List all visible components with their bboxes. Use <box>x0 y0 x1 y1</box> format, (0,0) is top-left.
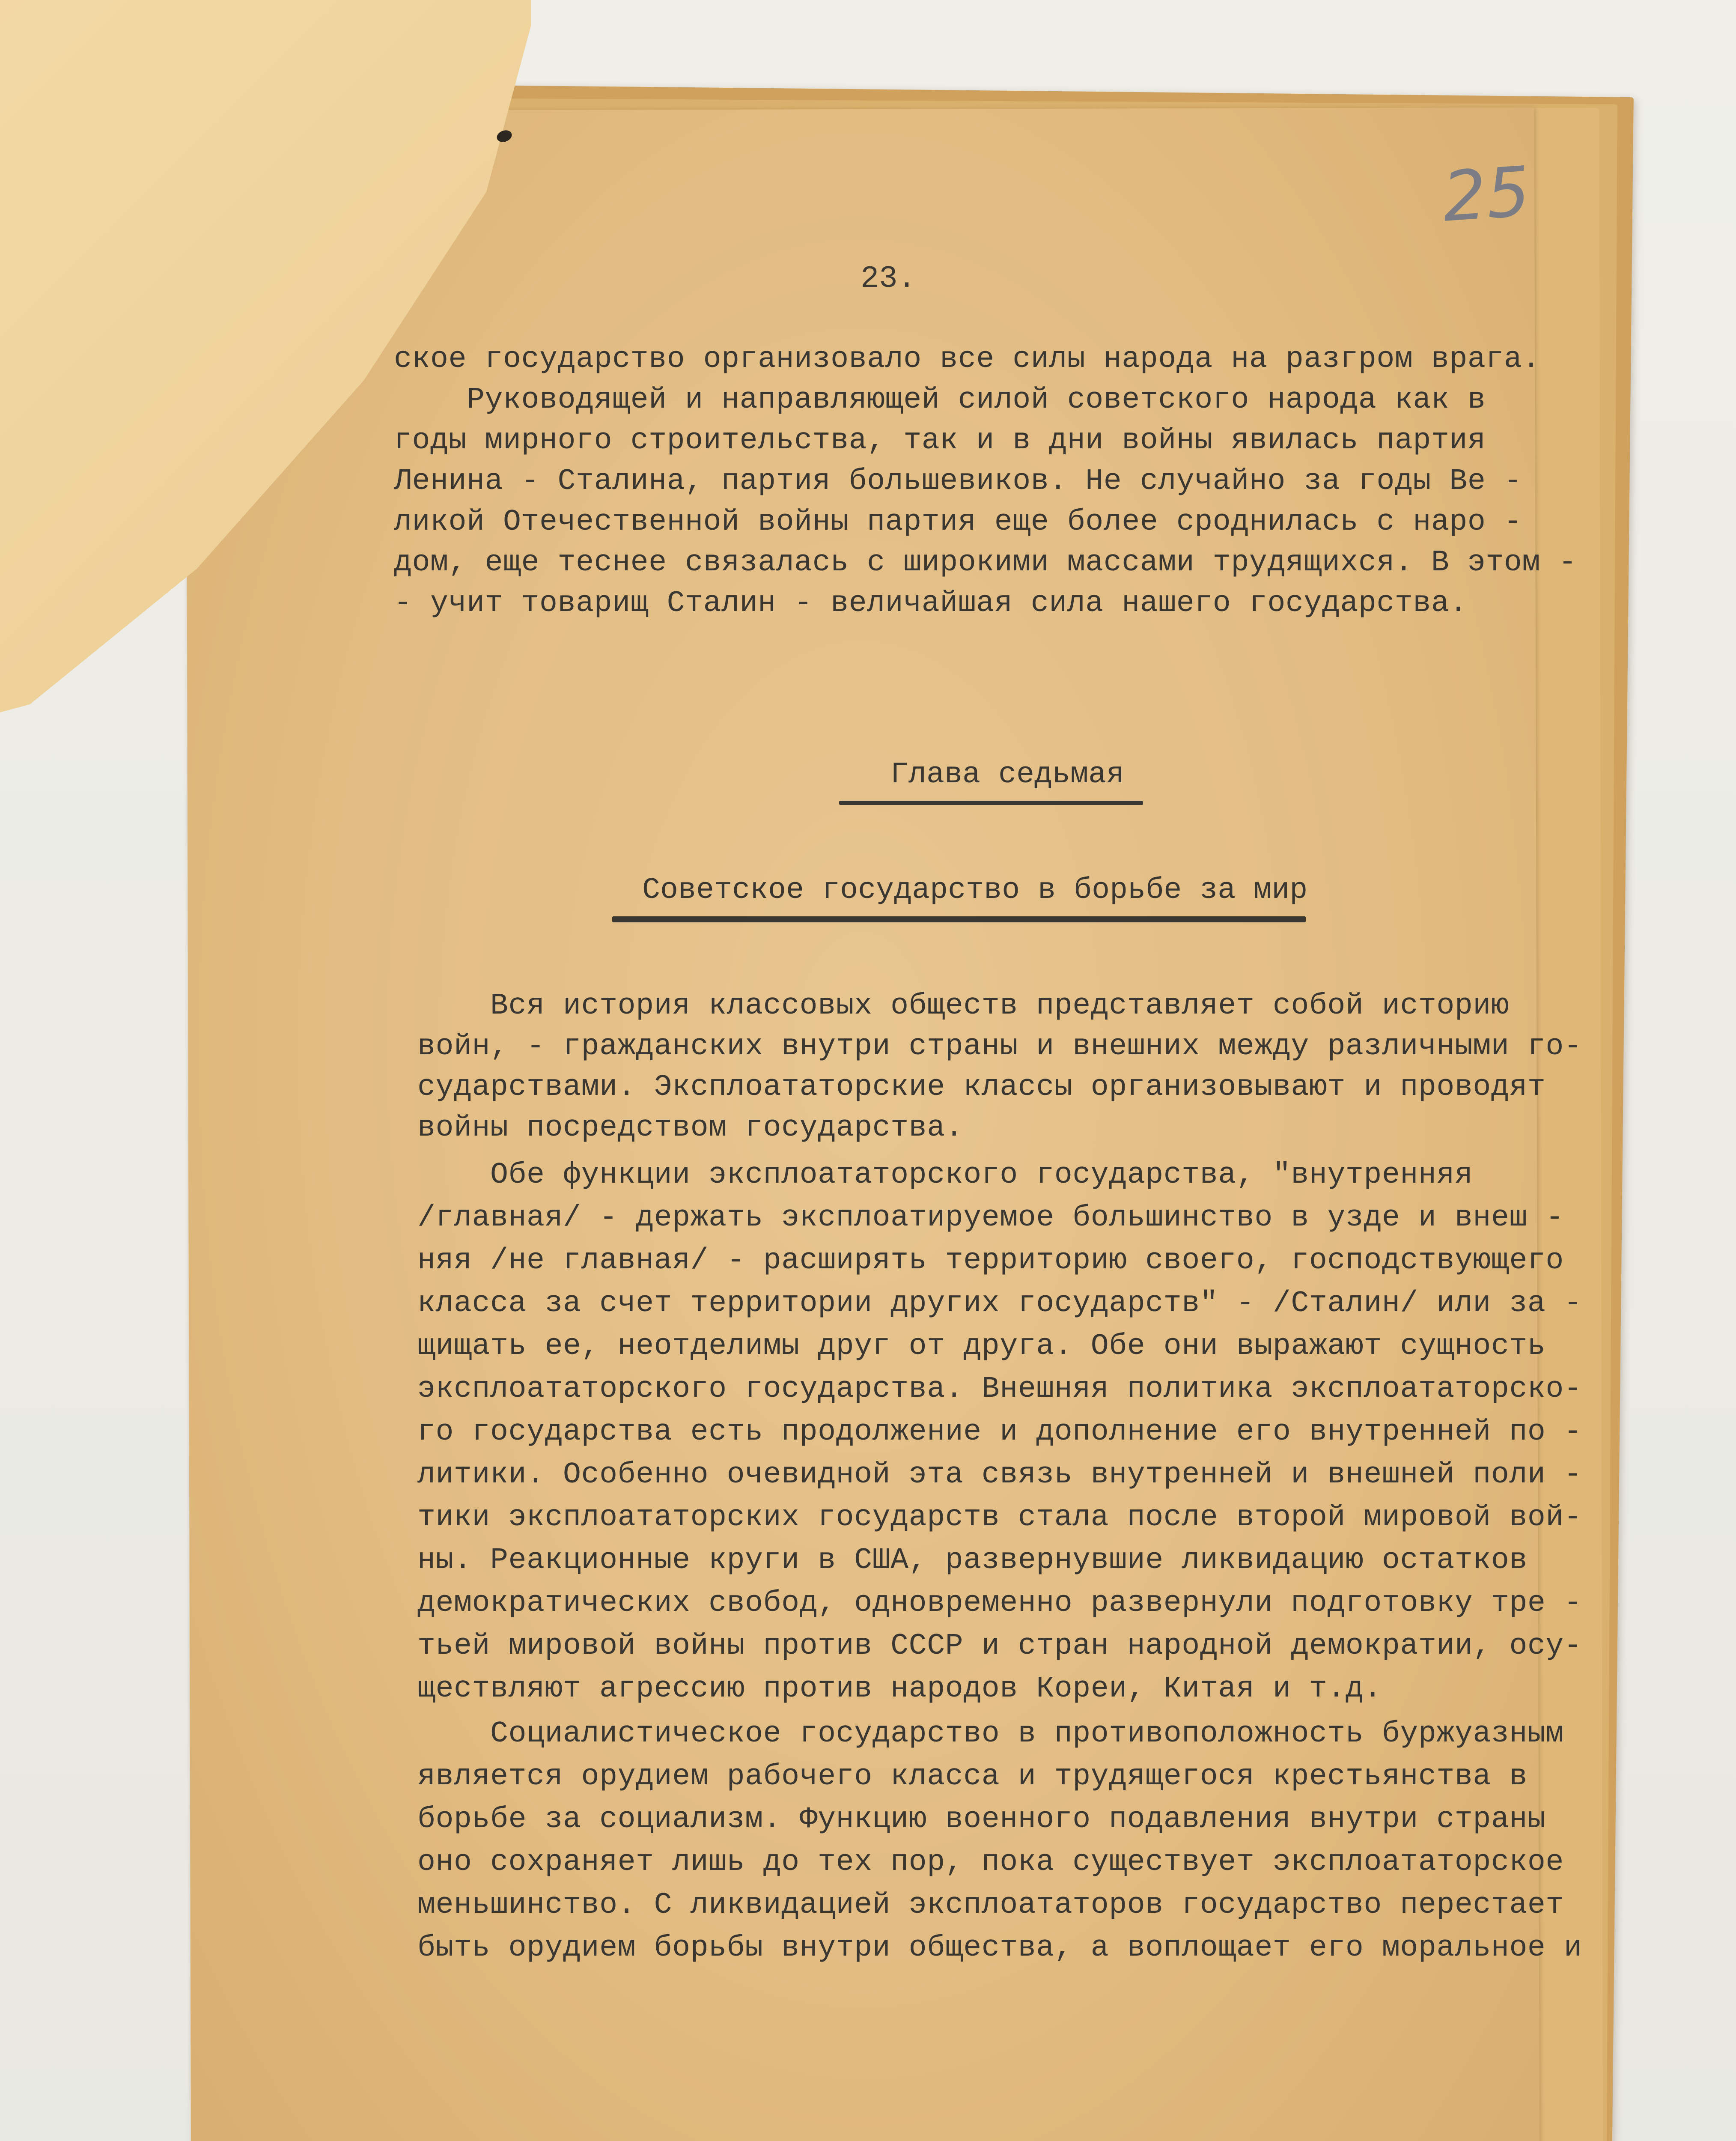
text-line: литики. Особенно очевидной эта связь внутренней и внешней поли - <box>417 1458 1582 1492</box>
text-line: ликой Отечественной войны партия еще более сроднилась с наро - <box>394 505 1522 539</box>
text-line: класса за счет территории других государств" - /Сталин/ или за - <box>417 1287 1582 1321</box>
text-line: сударствами. Эксплоататорские классы организовывают и проводят <box>417 1070 1546 1104</box>
text-line: /главная/ - держать эксплоатируемое большинство в узде и внеш - <box>417 1201 1564 1235</box>
text-line: войн, - гражданских внутри страны и внешних между различными го- <box>417 1030 1582 1064</box>
text-line: быть орудием борьбы внутри общества, а воплощает его моральное и <box>417 1931 1582 1965</box>
chapter-title: Советское государство в борьбе за мир <box>642 874 1308 907</box>
page-number: 23. <box>861 261 916 296</box>
chapter-heading: Глава седьмая <box>890 758 1125 792</box>
text-line: тики эксплоататорских государств стала после второй мировой вой- <box>417 1501 1582 1535</box>
text-line: тьей мировой войны против СССР и стран народной демократии, осу- <box>417 1629 1582 1663</box>
text-line: Обе функции эксплоататорского государства, "внутренняя <box>417 1158 1473 1192</box>
text-line: Руководящей и направляющей силой советского народа как в <box>394 383 1486 417</box>
text-line: оно сохраняет лишь до тех пор, пока существует эксплоататорское <box>417 1846 1564 1879</box>
text-line: го государства есть продолжение и дополнение его внутренней по - <box>417 1415 1582 1449</box>
title-underline <box>612 916 1306 922</box>
heading-underline <box>839 801 1143 805</box>
text-line: ны. Реакционные круги в США, развернувшие ликвидацию остатков <box>417 1544 1528 1577</box>
text-line: ществляют агрессию против народов Кореи, Китая и т.д. <box>417 1672 1382 1706</box>
text-line: эксплоататорского государства. Внешняя политика эксплоататорско- <box>417 1372 1582 1406</box>
text-line: дом, еще теснее связалась с широкими массами трудящихся. В этом - <box>394 546 1577 580</box>
text-line: Социалистическое государство в противоположность буржуазным <box>417 1717 1564 1751</box>
text-line: демократических свобод, одновременно развернули подготовку тре - <box>417 1586 1582 1620</box>
text-line: борьбе за социализм. Функцию военного подавления внутри страны <box>417 1803 1546 1837</box>
text-line: является орудием рабочего класса и трудящегося крестьянства в <box>417 1760 1528 1794</box>
text-line: няя /не главная/ - расширять территорию своего, господствующего <box>417 1244 1564 1278</box>
text-line: меньшинство. С ликвидацией эксплоататоров государство перестает <box>417 1888 1564 1922</box>
archive-folio-number: 25 <box>1440 151 1533 237</box>
text-line: войны посредством государства. <box>417 1111 964 1145</box>
text-line: щищать ее, неотделимы друг от друга. Обе они выражают сущность <box>417 1330 1546 1363</box>
text-line: ское государство организовало все силы народа на разгром врага. <box>394 343 1540 376</box>
text-line: годы мирного строительства, так и в дни войны явилась партия <box>394 424 1486 458</box>
text-line: Вся история классовых обществ представляет собой историю <box>417 989 1510 1023</box>
text-line: Ленина - Сталина, партия большевиков. Не случайно за годы Ве - <box>394 465 1522 498</box>
text-line: - учит товарищ Сталин - величайшая сила нашего государства. <box>394 587 1468 620</box>
